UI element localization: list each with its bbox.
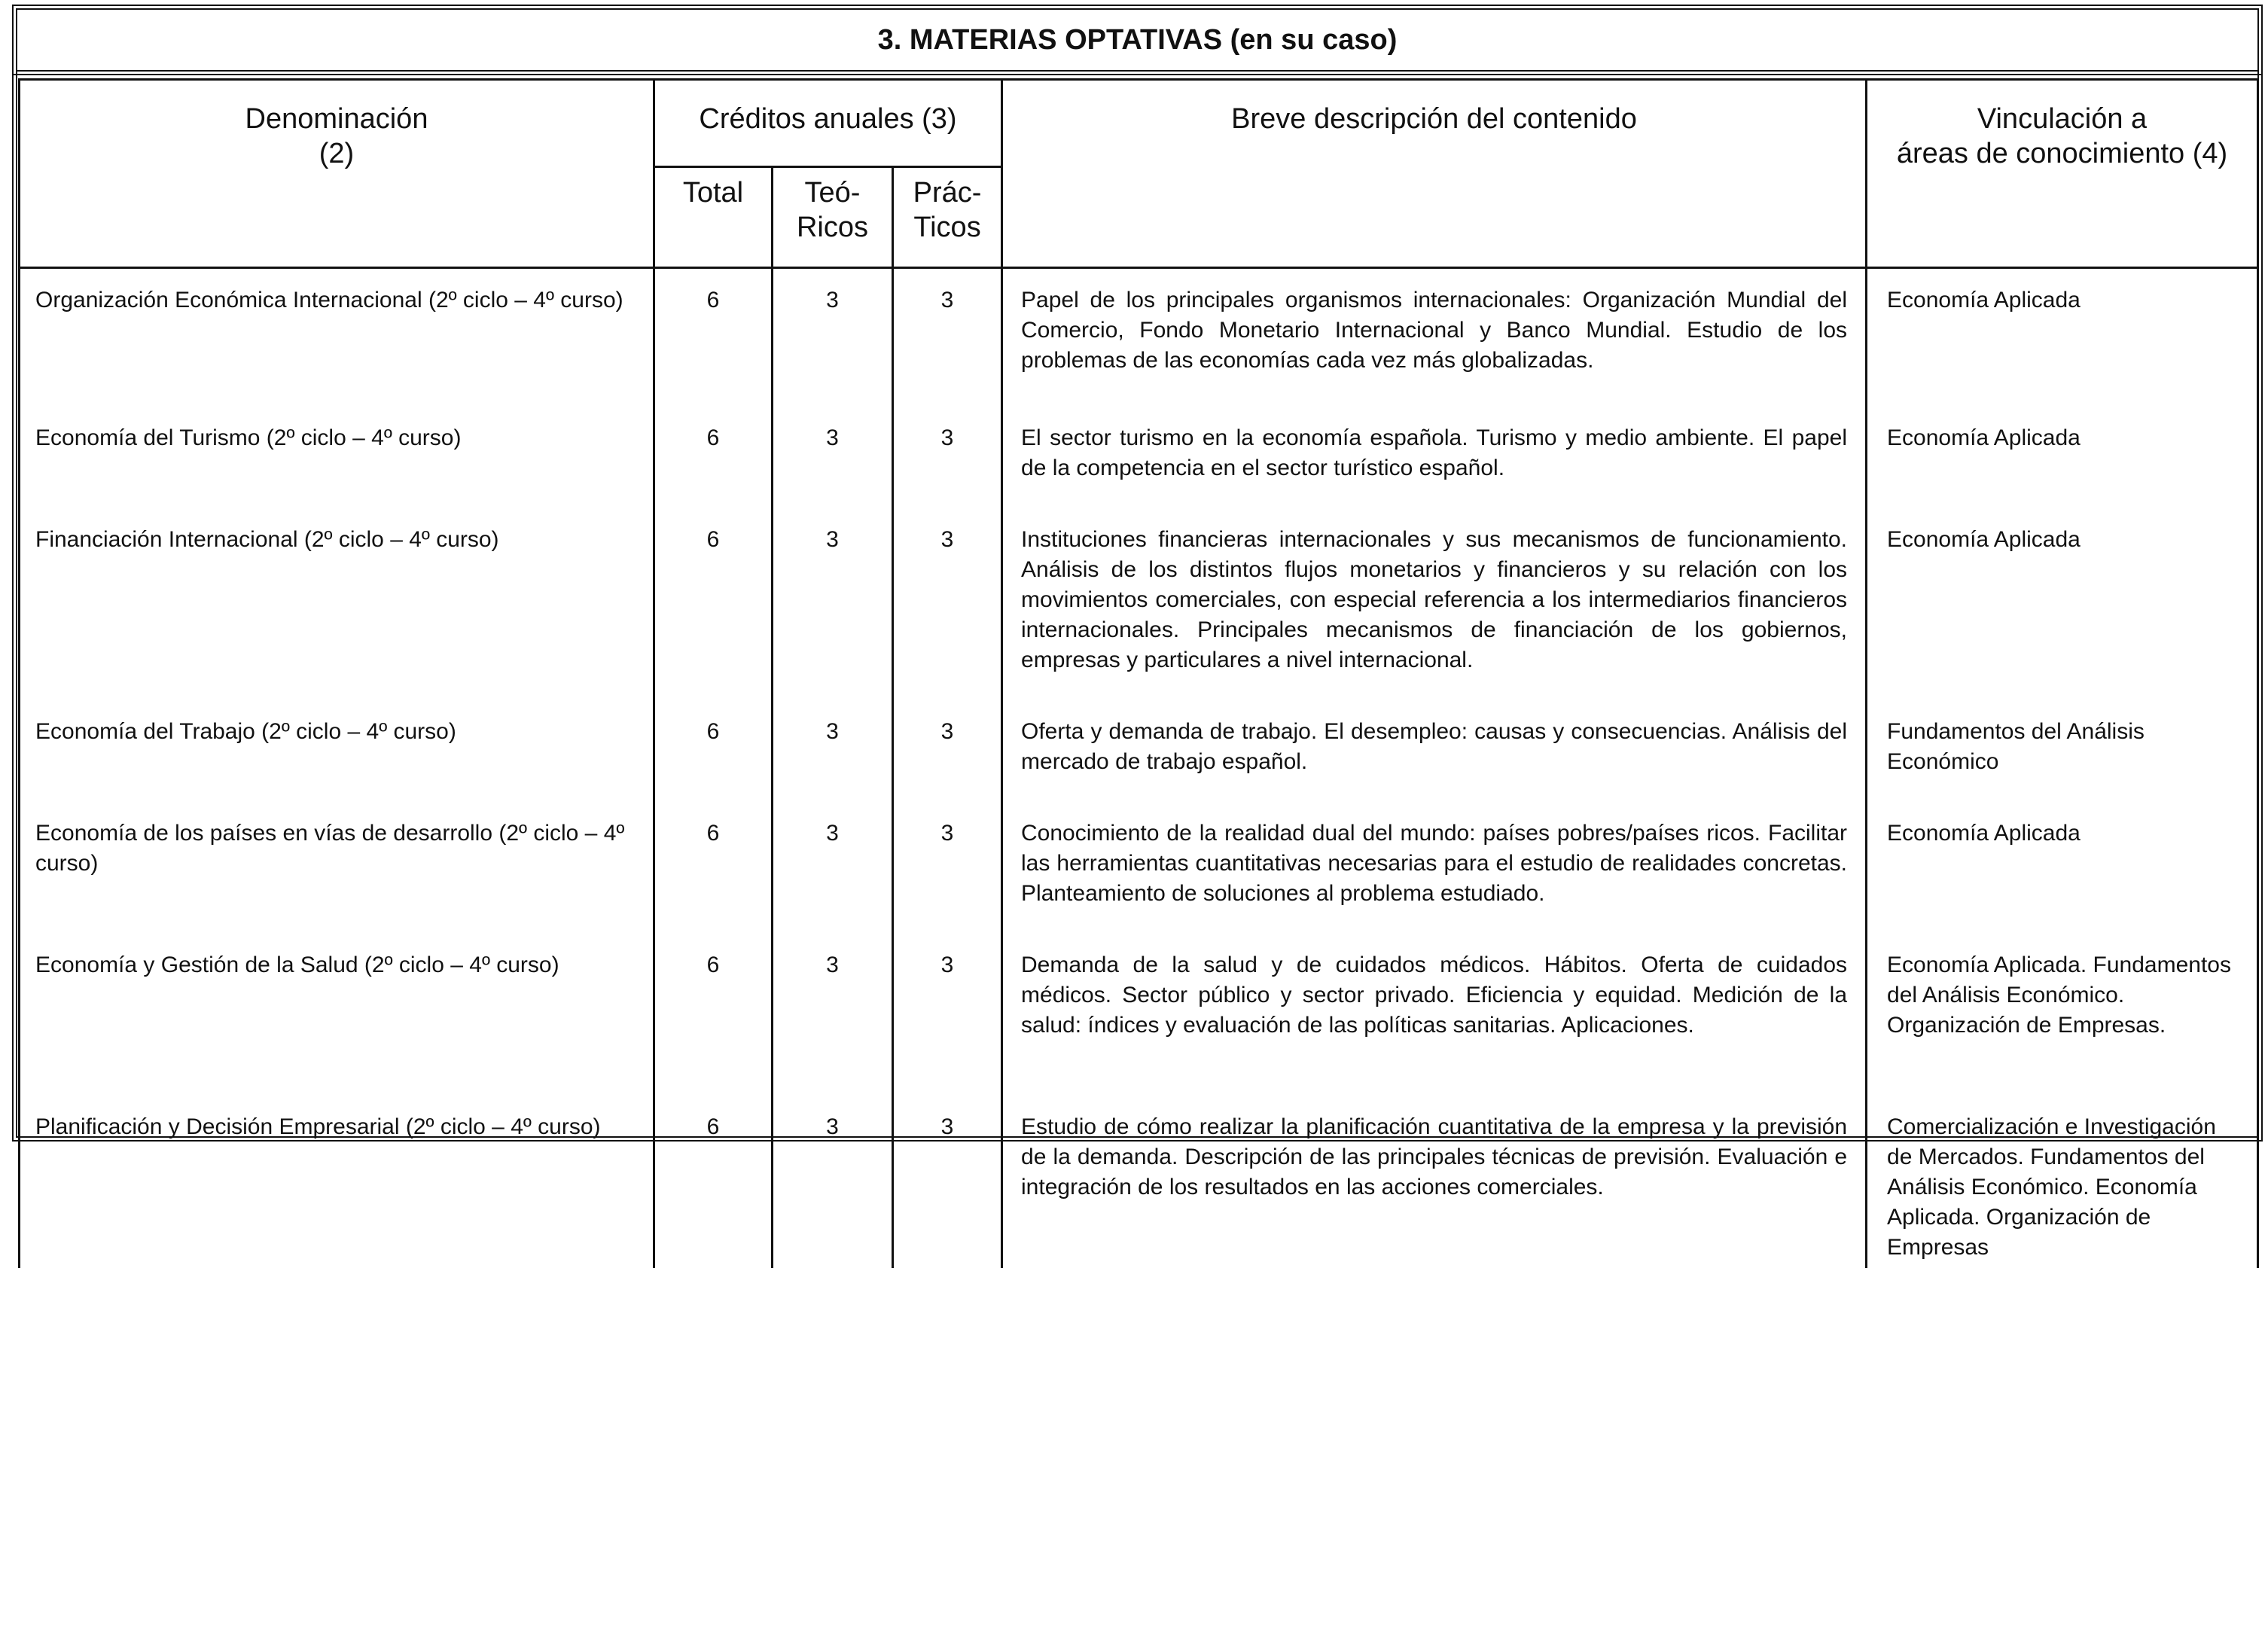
cell-vinculacion: Economía Aplicada [1867, 802, 2258, 934]
cell-vinculacion: Economía Aplicada [1867, 508, 2258, 700]
cell-total: 6 [654, 1096, 773, 1268]
cell-teoricos: 3 [773, 700, 893, 802]
cell-practicos: 3 [893, 268, 1002, 407]
cell-total: 6 [654, 700, 773, 802]
cell-descripcion: Instituciones financieras internacionales y sus mecanismos de funcionamiento. Análisis de los distintos flujos monetarios y financieros y su relación con los movimientos comerciales, con especial referencia a los intermediarios financieros internacionales. Principales mecanismos de financiación de los gobiernos, empresas y particulares a nivel internacional. [1002, 508, 1867, 700]
header-total: Total [654, 167, 773, 268]
cell-denominacion: Planificación y Decisión Empresarial (2º ciclo – 4º curso) [20, 1096, 654, 1268]
optativas-table [18, 78, 2259, 1268]
header-practicos: Prác- Ticos [893, 167, 1002, 268]
cell-denominacion: Economía de los países en vías de desarrollo (2º ciclo – 4º curso) [20, 802, 654, 934]
section-title-text: 3. MATERIAS OPTATIVAS (en su caso) [877, 23, 1398, 56]
header-teoricos: Teó- Ricos [773, 167, 893, 268]
cell-practicos: 3 [893, 802, 1002, 934]
cell-denominacion: Economía del Turismo (2º ciclo – 4º curso) [20, 407, 654, 508]
cell-vinculacion: Economía Aplicada [1867, 268, 2258, 407]
cell-teoricos: 3 [773, 934, 893, 1096]
cell-practicos: 3 [893, 934, 1002, 1096]
cell-practicos: 3 [893, 508, 1002, 700]
cell-vinculacion: Fundamentos del Análisis Económico [1867, 700, 2258, 802]
cell-descripcion: Demanda de la salud y de cuidados médicos. Hábitos. Oferta de cuidados médicos. Sector público y sector privado. Eficiencia y equidad. Medición de la salud: índices y evaluación de las políticas sanitarias. Aplicaciones. [1002, 934, 1867, 1096]
table-row [20, 508, 2258, 700]
header-creditos: Créditos anuales (3) [654, 80, 1002, 167]
cell-denominacion: Economía y Gestión de la Salud (2º ciclo – 4º curso) [20, 934, 654, 1096]
cell-practicos: 3 [893, 407, 1002, 508]
cell-denominacion: Organización Económica Internacional (2º ciclo – 4º curso) [20, 268, 654, 407]
table-row [20, 407, 2258, 508]
cell-total: 6 [654, 934, 773, 1096]
table-row [20, 802, 2258, 934]
cell-descripcion: Conocimiento de la realidad dual del mundo: países pobres/países ricos. Facilitar las herramientas cuantitativas necesarias para el estudio de realidades concretas. Planteamiento de soluciones al problema estudiado. [1002, 802, 1867, 934]
cell-practicos: 3 [893, 1096, 1002, 1268]
cell-teoricos: 3 [773, 802, 893, 934]
cell-teoricos: 3 [773, 508, 893, 700]
cell-total: 6 [654, 407, 773, 508]
table-row [20, 268, 2258, 407]
section-title [12, 5, 2263, 75]
table-row [20, 700, 2258, 802]
cell-denominacion: Economía del Trabajo (2º ciclo – 4º curso) [20, 700, 654, 802]
header-vinculacion: Vinculación a áreas de conocimiento (4) [1867, 80, 2258, 268]
cell-descripcion: Estudio de cómo realizar la planificación cuantitativa de la empresa y la previsión de la demanda. Descripción de las principales técnicas de previsión. Evaluación e integración de los resultados en las acciones comerciales. [1002, 1096, 1867, 1268]
cell-descripcion: Oferta y demanda de trabajo. El desempleo: causas y consecuencias. Análisis del mercado de trabajo español. [1002, 700, 1867, 802]
cell-descripcion: Papel de los principales organismos internacionales: Organización Mundial del Comercio, Fondo Monetario Internacional y Banco Mundial. Estudio de los problemas de las economías cada vez más globalizadas. [1002, 268, 1867, 407]
table-row [20, 934, 2258, 1096]
header-row-top [20, 80, 2258, 167]
cell-practicos: 3 [893, 700, 1002, 802]
cell-descripcion: El sector turismo en la economía española. Turismo y medio ambiente. El papel de la competencia en el sector turístico español. [1002, 407, 1867, 508]
header-descripcion: Breve descripción del contenido [1002, 80, 1867, 268]
cell-total: 6 [654, 802, 773, 934]
cell-vinculacion: Economía Aplicada [1867, 407, 2258, 508]
cell-total: 6 [654, 508, 773, 700]
cell-teoricos: 3 [773, 407, 893, 508]
cell-vinculacion: Economía Aplicada. Fundamentos del Análisis Económico. Organización de Empresas. [1867, 934, 2258, 1096]
cell-vinculacion: Comercialización e Investigación de Mercados. Fundamentos del Análisis Económico. Economía Aplicada. Organización de Empresas [1867, 1096, 2258, 1268]
cell-total: 6 [654, 268, 773, 407]
cell-teoricos: 3 [773, 1096, 893, 1268]
header-denominacion: Denominación (2) [20, 80, 654, 268]
cell-denominacion: Financiación Internacional (2º ciclo – 4º curso) [20, 508, 654, 700]
table-row [20, 1096, 2258, 1268]
cell-teoricos: 3 [773, 268, 893, 407]
